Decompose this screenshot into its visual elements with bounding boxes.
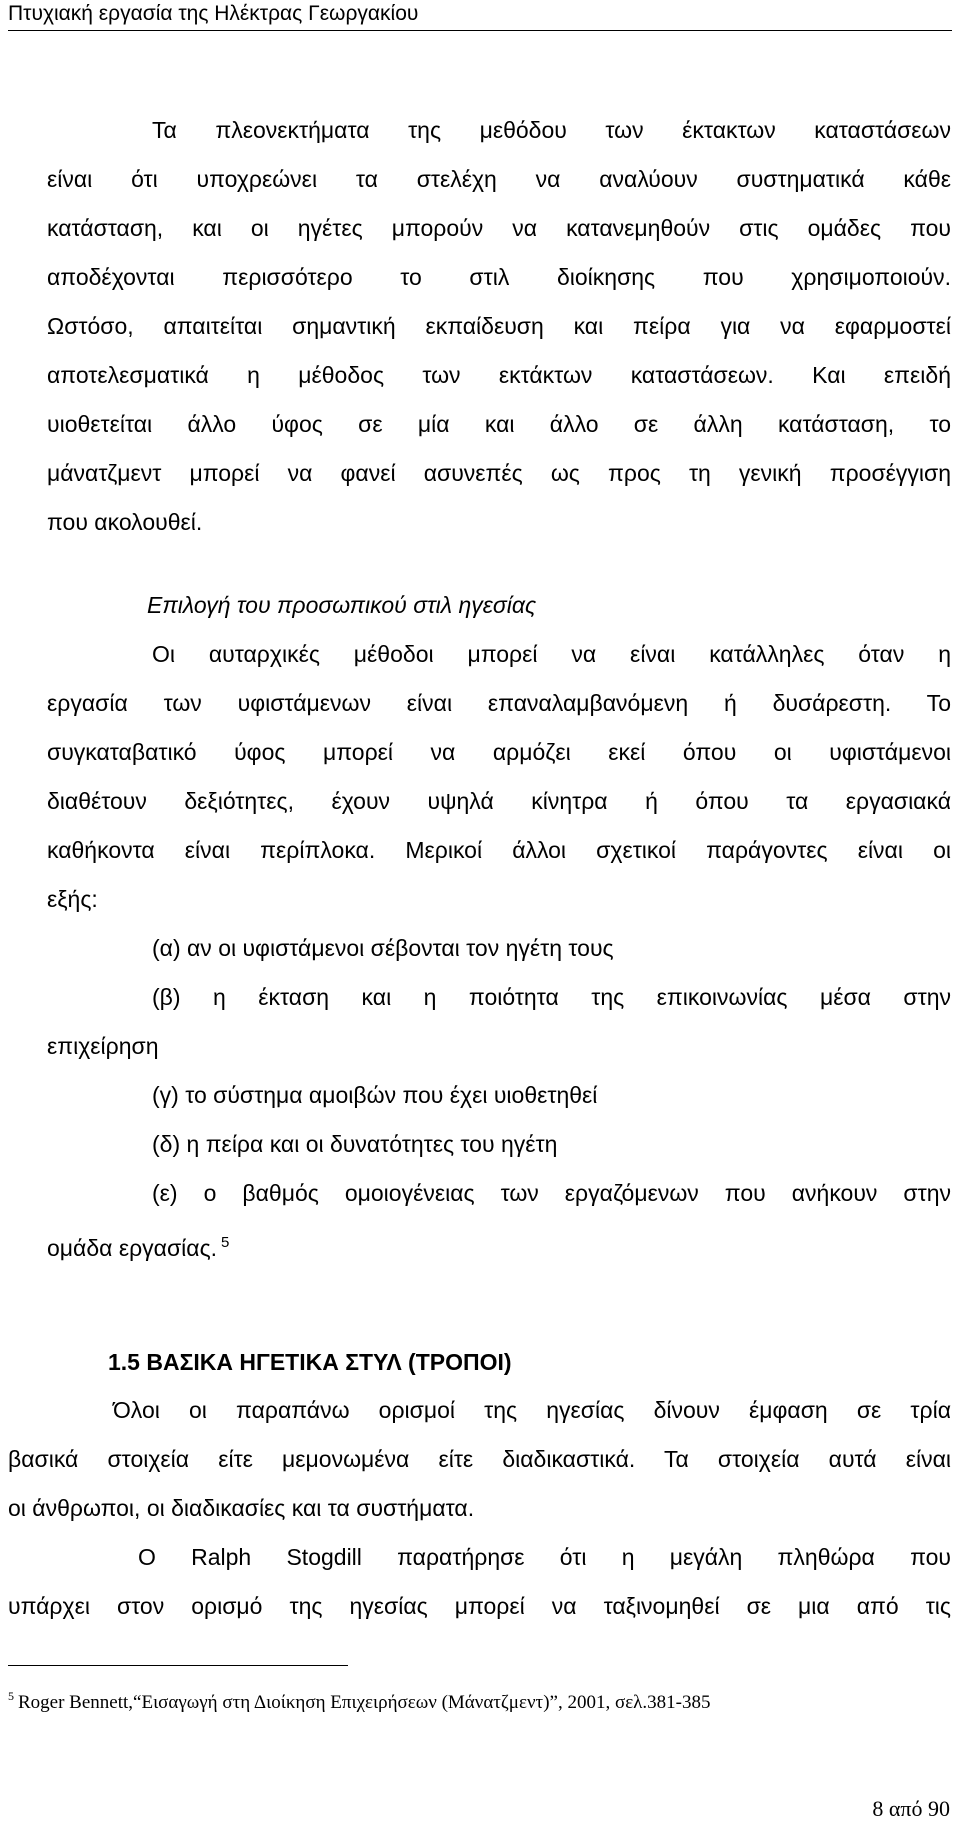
- text-line: συγκαταβατικό ύφος μπορεί να αρμόζει εκεί όπου οι υφιστάμενοι: [47, 739, 951, 765]
- text-line: καθήκοντα είναι περίπλοκα. Μερικοί άλλοι σχετικοί παράγοντες είναι οι: [47, 837, 951, 863]
- text-line: εργασία των υφιστάμενων είναι επαναλαμβανόμενη ή δυσάρεστη. Το: [47, 690, 951, 716]
- list-item-e-continued: [47, 1218, 951, 1267]
- footnote-reference[interactable]: 5: [221, 1234, 230, 1251]
- paragraph-definitions: [8, 1386, 951, 1533]
- list-item-e-text: ομάδα εργασίας.: [47, 1235, 218, 1261]
- text-line: εξής:: [47, 886, 98, 912]
- main-content: [47, 106, 951, 1267]
- text-line: αποδέχονται περισσότερο το στιλ διοίκησης που χρησιμοποιούν.: [47, 264, 951, 290]
- footnote: [8, 1683, 710, 1716]
- paragraph-style-selection: [47, 630, 951, 924]
- subheading-leadership-style: Επιλογή του προσωπικού στιλ ηγεσίας: [147, 592, 537, 618]
- section-body: [8, 1386, 951, 1631]
- text-line: είναι ότι υποχρεώνει τα στελέχη να αναλύουν συστηματικά κάθε: [47, 166, 951, 192]
- text-line: μάνατζμεντ μπορεί να φανεί ασυνεπές ως προς τη γενική προσέγγιση: [47, 460, 951, 486]
- text-line: βασικά στοιχεία είτε μεμονωμένα είτε διαδικαστικά. Τα στοιχεία αυτά είναι: [8, 1446, 951, 1472]
- list-item-b-continued: επιχείρηση: [47, 1033, 159, 1059]
- paragraph-contingency-advantages: [47, 106, 951, 547]
- text-line: υπάρχει στον ορισμό της ηγεσίας μπορεί να ταξινομηθεί σε μια από τις: [8, 1593, 951, 1619]
- text-line: Τα πλεονεκτήματα της μεθόδου των έκτακτων καταστάσεων: [152, 117, 951, 143]
- text-line: διαθέτουν δεξιότητες, έχουν υψηλά κίνητρα ή όπου τα εργασιακά: [47, 788, 951, 814]
- list-item-d: (δ) η πείρα και οι δυνατότητες του ηγέτη: [152, 1131, 558, 1157]
- text-line: αποτελεσματικά η μέθοδος των εκτάκτων καταστάσεων. Και επειδή: [47, 362, 951, 388]
- factors-list: [47, 924, 951, 1267]
- text-line: που ακολουθεί.: [47, 509, 203, 535]
- footnote-number: 5: [8, 1689, 14, 1703]
- text-line: Όλοι οι παραπάνω ορισμοί της ηγεσίας δίνουν έμφαση σε τρία: [113, 1397, 951, 1423]
- section-heading: 1.5 ΒΑΣΙΚΑ ΗΓΕΤΙΚΑ ΣΤΥΛ (ΤΡΟΠΟΙ): [108, 1349, 512, 1375]
- page-header: [8, 0, 952, 31]
- list-item-c: (γ) το σύστημα αμοιβών που έχει υιοθετηθεί: [152, 1082, 598, 1108]
- footnote-divider: [8, 1665, 348, 1666]
- text-line: Οι αυταρχικές μέθοδοι μπορεί να είναι κατάλληλες όταν η: [152, 641, 951, 667]
- text-line: Ωστόσο, απαιτείται σημαντική εκπαίδευση και πείρα για να εφαρμοστεί: [47, 313, 951, 339]
- list-item-a: (α) αν οι υφιστάμενοι σέβονται τον ηγέτη τους: [152, 935, 614, 961]
- footnote-text: Roger Bennett,“Εισαγωγή στη Διοίκηση Επιχειρήσεων (Μάνατζμεντ)”, 2001, σελ.381-385: [18, 1692, 711, 1713]
- text-line: κατάσταση, και οι ηγέτες μπορούν να κατανεμηθούν στις ομάδες που: [47, 215, 951, 241]
- paragraph-stogdill: [8, 1533, 951, 1631]
- text-line: οι άνθρωποι, οι διαδικασίες και τα συστήματα.: [8, 1495, 475, 1521]
- list-item-e: (ε) ο βαθμός ομοιογένειας των εργαζόμενων που ανήκουν στην: [152, 1180, 951, 1206]
- header-title: Πτυχιακή εργασία της Ηλέκτρας Γεωργακίου: [8, 2, 419, 25]
- list-item-b: (β) η έκταση και η ποιότητα της επικοινωνίας μέσα στην: [152, 984, 951, 1010]
- text-line: υιοθετείται άλλο ύφος σε μία και άλλο σε άλλη κατάσταση, το: [47, 411, 951, 437]
- page-number: 8 από 90: [872, 1796, 950, 1821]
- text-line: Ο Ralph Stogdill παρατήρησε ότι η μεγάλη πληθώρα που: [138, 1544, 951, 1570]
